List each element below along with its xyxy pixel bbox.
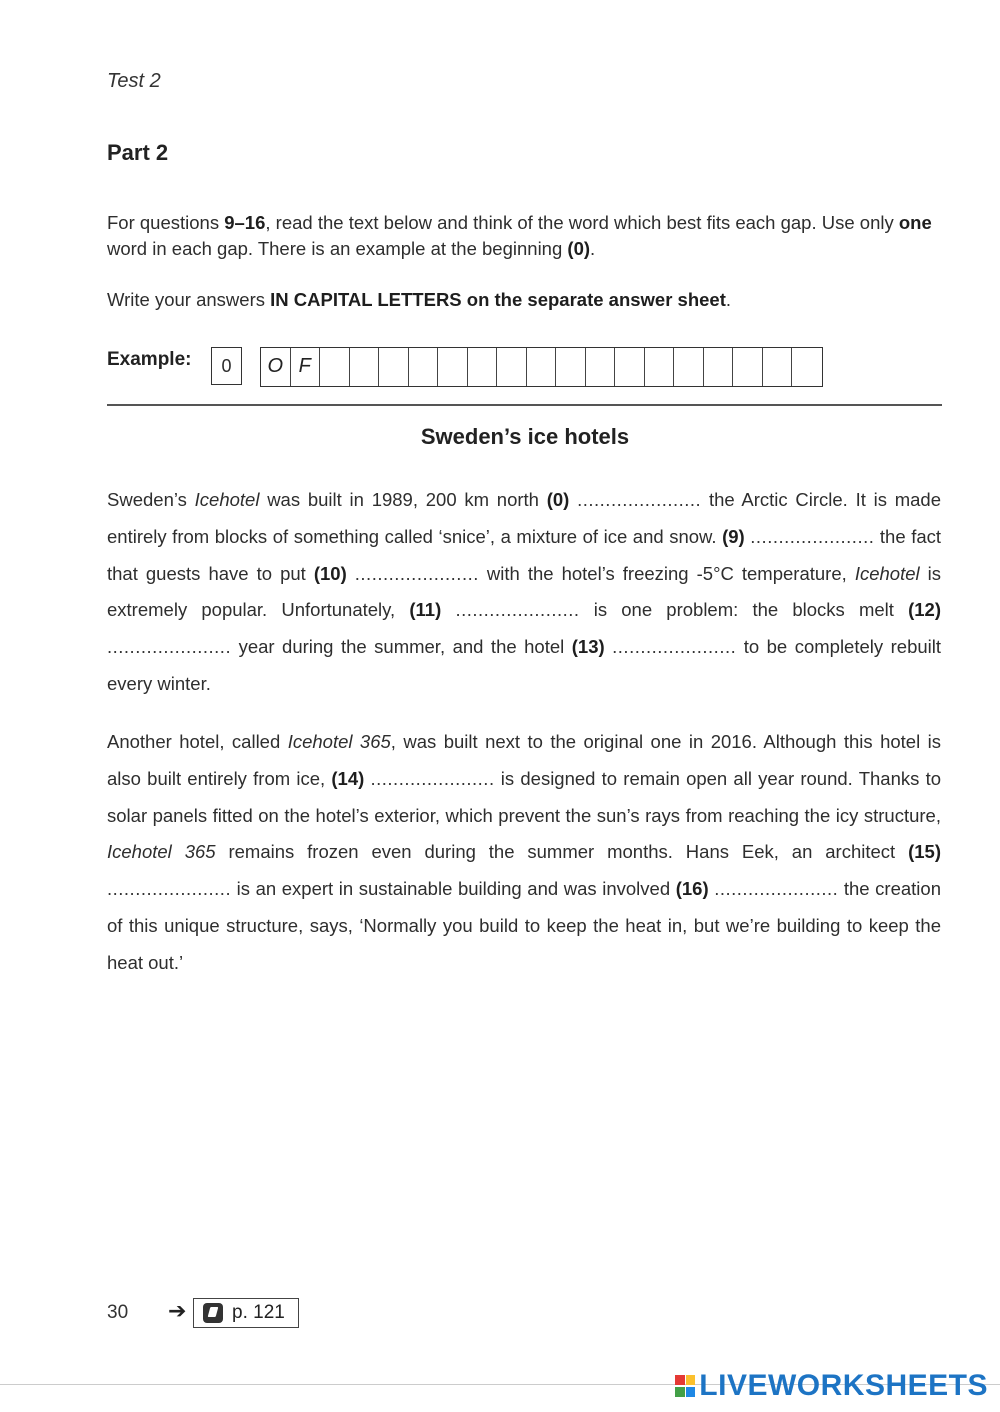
article-paragraph-1: Sweden’s Icehotel was built in 1989, 200 km north (0) ...................... the Arctic Circle. It is made entirely from blocks of something called ‘snice’, a mixture of ice and snow. (9) ...................... the fact that guests have to put (10) ...................... with the hotel’s freezing -5°C temperature, Icehotel is extremely popular. Unfortunately, (11) ...................... is one problem: the blocks melt (12) ...................... year during the summer, and the hotel (13) ...................... to be completely rebuilt every winter.: [107, 489, 942, 694]
answer-cell: [704, 348, 734, 386]
gap-13-blank[interactable]: ......................: [612, 636, 737, 658]
answer-cell: [645, 348, 675, 386]
logo-square: [675, 1387, 684, 1397]
gap-13-label: (13): [571, 636, 605, 658]
gap-10-blank[interactable]: ......................: [354, 562, 479, 584]
answer-cell: [615, 348, 645, 386]
gap-16-label: (16): [675, 878, 709, 900]
logo-square: [686, 1375, 695, 1385]
article-title: Sweden’s ice hotels: [420, 424, 630, 449]
answer-cell: [527, 348, 557, 386]
gap-15-blank[interactable]: ......................: [107, 878, 232, 900]
pencil-square-icon: [203, 1303, 223, 1323]
answer-cell: O: [261, 348, 291, 386]
answer-cell: [468, 348, 498, 386]
answer-cell: [497, 348, 527, 386]
instructions-paragraph: For questions 9–16, read the text below and think of the word which best fits each gap. Use only one word in each gap. There is an example at the beginning (0).: [107, 212, 932, 259]
brand-text: LIVEWORKSHEETS: [699, 1369, 988, 1402]
answer-cell: [379, 348, 409, 386]
gap-0-label: (0): [546, 489, 570, 510]
gap-9-blank[interactable]: ......................: [750, 525, 875, 547]
page-number: 30: [107, 1302, 129, 1323]
gap-9-label: (9): [722, 525, 745, 547]
logo-square: [675, 1375, 684, 1385]
answer-cell: [586, 348, 616, 386]
answer-cell: [674, 348, 704, 386]
logo-square: [686, 1387, 695, 1397]
answer-cell: [438, 348, 468, 386]
article-paragraph-2: Another hotel, called Icehotel 365, was built next to the original one in 2016. Although this hotel is also built entirely from ice, (14) ...................... is designed to remain open all year round. Thanks to solar panels fitted on the hotel’s exterior, which prevent the sun’s rays from reaching the icy structure, Icehotel 365 remains frozen even during the summer months. Hans Eek, an architect (15) ...................... is an expert in sustainable building and was involved (16) ...................... the creation of this unique structure, says, ‘Normally you build to keep the heat in, but we’re building to keep the heat out.’: [107, 731, 941, 973]
gap-12-blank[interactable]: ......................: [107, 636, 232, 658]
answer-cell: [409, 348, 439, 386]
gap-12-label: (12): [908, 599, 942, 621]
divider: [107, 404, 942, 406]
page-reference-text: p. 121: [232, 1302, 285, 1323]
gap-11-label: (11): [409, 599, 442, 621]
example-label: Example:: [107, 349, 192, 370]
example-answer-boxes: [260, 347, 823, 387]
answer-cell: [733, 348, 763, 386]
answer-cell: F: [291, 348, 321, 386]
liveworksheets-logo-icon: [675, 1375, 695, 1397]
part-title: Part 2: [107, 140, 169, 165]
liveworksheets-brand: [675, 1371, 988, 1401]
arrow-right-icon: ➔: [168, 1298, 187, 1323]
test-label: Test 2: [107, 70, 161, 92]
answer-cell: [556, 348, 586, 386]
answer-cell: [320, 348, 350, 386]
answer-cell: [350, 348, 380, 386]
gap-14-blank[interactable]: ......................: [370, 767, 495, 789]
answer-cell: [792, 348, 822, 386]
answer-instructions: Write your answers IN CAPITAL LETTERS on the separate answer sheet.: [107, 289, 732, 310]
gap-14-label: (14): [331, 767, 365, 789]
page-reference[interactable]: [193, 1298, 299, 1328]
gap-0-blank[interactable]: ......................: [577, 489, 702, 510]
gap-10-label: (10): [313, 562, 347, 584]
gap-16-blank[interactable]: ......................: [714, 878, 839, 900]
answer-cell: [763, 348, 793, 386]
example-number-box: 0: [211, 347, 242, 385]
gap-15-label: (15): [908, 841, 941, 863]
gap-11-blank[interactable]: ......................: [455, 599, 580, 621]
